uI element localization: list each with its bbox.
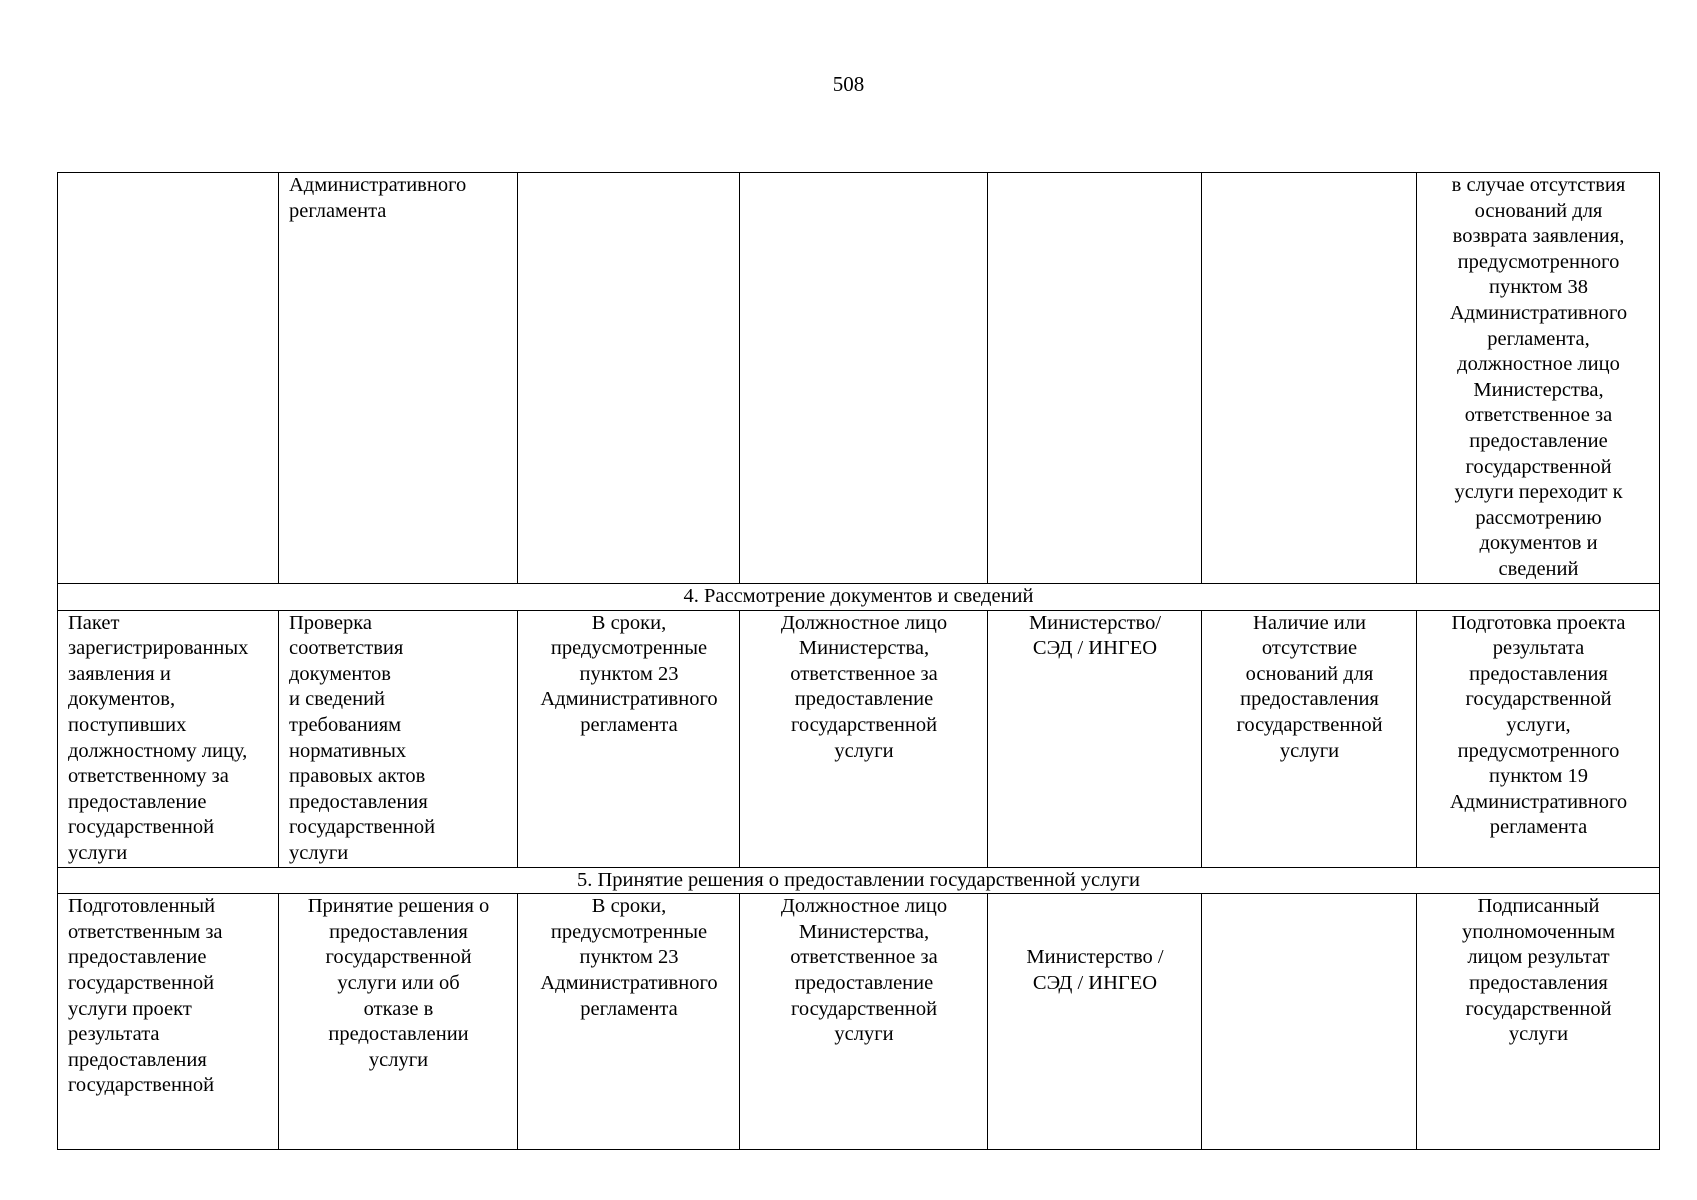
- section-header-4: [58, 584, 1660, 611]
- table-row-continuation: [58, 173, 1660, 584]
- section-title-5: 5. Принятие решения о предоставлении государственной услуги: [58, 867, 1660, 894]
- cell-section4-col5: Министерство/ СЭД / ИНГЕО: [988, 610, 1202, 867]
- cell-section4-col3: В сроки, предусмотренные пунктом 23 Административного регламента: [518, 610, 740, 867]
- cell-continuation-col4: [740, 173, 988, 584]
- cell-section4-col4: Должностное лицо Министерства, ответственное за предоставление государственной услуги: [740, 610, 988, 867]
- cell-section5-col2: Принятие решения о предоставления государственной услуги или об отказе в предоставлении услуги: [279, 894, 518, 1150]
- cell-continuation-col3: [518, 173, 740, 584]
- cell-section4-col1: Пакет зарегистрированных заявления и документов, поступивших должностному лицу, ответственному за предоставление государственной услуги: [58, 610, 279, 867]
- table-row-section5: [58, 894, 1660, 1150]
- cell-section4-col6: Наличие или отсутствие оснований для предоставления государственной услуги: [1202, 610, 1417, 867]
- cell-section5-col7: Подписанный уполномоченным лицом результат предоставления государственной услуги: [1417, 894, 1660, 1150]
- cell-continuation-col1: [58, 173, 279, 584]
- procedure-table: [57, 172, 1660, 1150]
- cell-section5-col5: Министерство / СЭД / ИНГЕО: [988, 894, 1202, 1150]
- cell-continuation-col6: [1202, 173, 1417, 584]
- page-number: 508: [832, 72, 865, 96]
- section-title-4: 4. Рассмотрение документов и сведений: [58, 584, 1660, 611]
- cell-section5-col3: В сроки, предусмотренные пунктом 23 Административного регламента: [518, 894, 740, 1150]
- cell-continuation-col5: [988, 173, 1202, 584]
- cell-section5-col4: Должностное лицо Министерства, ответственное за предоставление государственной услуги: [740, 894, 988, 1150]
- cell-continuation-col7: в случае отсутствия оснований для возврата заявления, предусмотренного пунктом 38 Административного регламента, должностное лицо Министерства, ответственное за предоставление государственной услуги переходит к рассмотрению документов и сведений: [1417, 173, 1660, 584]
- cell-section5-col1: Подготовленный ответственным за предоставление государственной услуги проект результата предоставления государственной: [58, 894, 279, 1150]
- cell-section4-col2: Проверка соответствия документов и сведений требованиям нормативных правовых актов предоставления государственной услуги: [279, 610, 518, 867]
- cell-section4-col7: Подготовка проекта результата предоставления государственной услуги, предусмотренного пунктом 19 Административного регламента: [1417, 610, 1660, 867]
- table-row-section4: [58, 610, 1660, 867]
- section-header-5: [58, 867, 1660, 894]
- cell-section5-col6: [1202, 894, 1417, 1150]
- cell-continuation-col2: Административного регламента: [279, 173, 518, 584]
